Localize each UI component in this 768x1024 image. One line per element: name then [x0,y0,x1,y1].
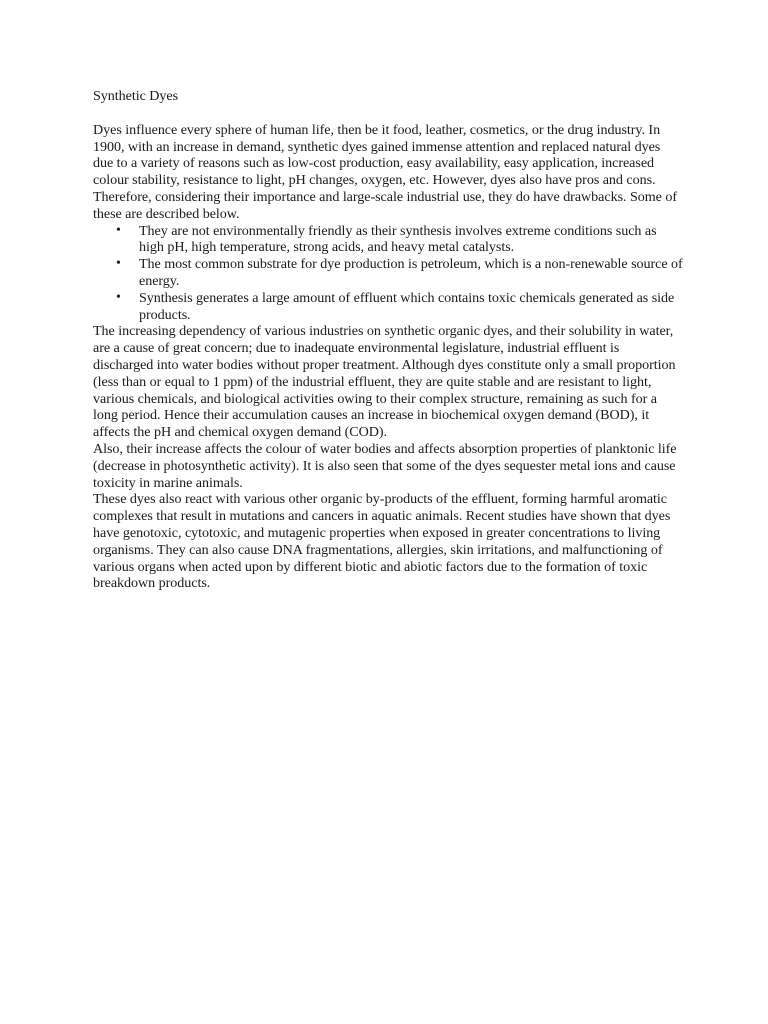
list-item: • Synthesis generates a large amount of effluent which contains toxic chemicals generated as side products. [139,290,683,324]
document-title: Synthetic Dyes [93,88,179,104]
water-effects-paragraph: Also, their increase affects the colour of water bodies and affects absorption properties of planktonic life (decrease in photosynthetic activity). It is also seen that some of the dyes sequester metal ions and cause toxicity in marine animals. [93,440,677,491]
list-item: • The most common substrate for dye production is petroleum, which is a non-renewable source of energy. [139,256,683,290]
toxicity-paragraph: These dyes also react with various other organic by-products of the effluent, forming harmful aromatic complexes that result in mutations and cancers in aquatic animals. Recent studies have shown that dyes have genotoxic, cytotoxic, and mutagenic properties when exposed in greater concentrations to living organisms. They can also cause DNA fragmentations, allergies, skin irritations, and malfunctioning of various organs when acted upon by different biotic and abiotic factors due to the formation of toxic breakdown products. [93,491,671,592]
intro-paragraph: Dyes influence every sphere of human life, then be it food, leather, cosmetics, or the drug industry. In 1900, with an increase in demand, synthetic dyes gained immense attention and replaced natural dyes due to a variety of reasons such as low-cost production, easy availability, easy application, increased colour stability, resistance to light, pH changes, oxygen, etc. However, dyes also have pros and cons. Therefore, considering their importance and large-scale industrial use, they do have drawbacks. Some of these are described below. [93,121,677,222]
drawbacks-list [93,223,683,324]
list-item: • They are not environmentally friendly as their synthesis involves extreme conditions such as high pH, high temperature, strong acids, and heavy metal catalysts. [139,223,683,257]
document-body [93,88,683,592]
concern-paragraph: The increasing dependency of various industries on synthetic organic dyes, and their solubility in water, are a cause of great concern; due to inadequate environmental legislature, industrial effluent is discharged into water bodies without proper treatment. Although dyes constitute only a small proportion (less than or equal to 1 ppm) of the industrial effluent, they are quite stable and are resistant to light, various chemicals, and biological activities owing to their complex structure, remaining as such for a long period. Hence their accumulation causes an increase in biochemical oxygen demand (BOD), it affects the pH and chemical oxygen demand (COD). [93,323,676,441]
